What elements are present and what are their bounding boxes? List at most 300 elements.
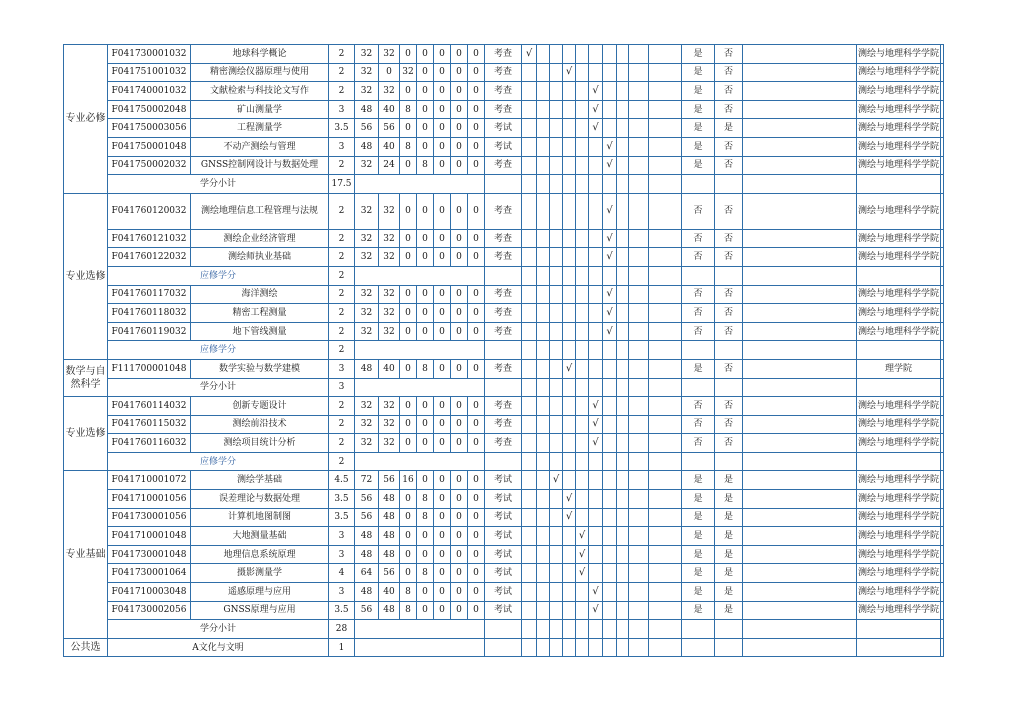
- blank-cell: [743, 193, 857, 229]
- course-hours: 32: [355, 304, 379, 323]
- school-name: 测绘与地理科学学院: [857, 564, 941, 583]
- course-hours: 0: [468, 397, 485, 416]
- course-hours: 0: [434, 397, 451, 416]
- blank-cell: [649, 322, 682, 341]
- blank-cell: [649, 82, 682, 101]
- course-hours: 0: [451, 508, 468, 527]
- blank-cell: [485, 452, 522, 471]
- exam-type: 考查: [485, 100, 522, 119]
- subtotal-value: 1: [329, 638, 355, 657]
- blank-cell: [743, 322, 857, 341]
- course-hours: 48: [355, 100, 379, 119]
- semester-mark: [522, 490, 537, 509]
- blank-cell: [649, 452, 682, 471]
- semester-mark: [550, 45, 563, 64]
- blank-cell: [743, 45, 857, 64]
- table-row: [64, 527, 944, 546]
- course-hours: 32: [400, 63, 417, 82]
- course-hours: 48: [355, 137, 379, 156]
- exam-type: 考查: [485, 304, 522, 323]
- subtotal-label: 学分小计: [108, 175, 329, 194]
- course-name: 测绘项目统计分析: [191, 434, 329, 453]
- course-hours: 72: [355, 471, 379, 490]
- semester-mark: [629, 564, 649, 583]
- core-flag: 否: [682, 434, 715, 453]
- blank-cell: [941, 156, 944, 175]
- semester-mark: [629, 508, 649, 527]
- course-credit: 2: [329, 229, 355, 248]
- blank-cell: [485, 378, 522, 397]
- school-name: 测绘与地理科学学院: [857, 63, 941, 82]
- table-row: [64, 193, 944, 229]
- semester-mark: [617, 322, 629, 341]
- course-credit: 2: [329, 248, 355, 267]
- course-hours: 0: [451, 100, 468, 119]
- semester-mark: [550, 527, 563, 546]
- course-code: F041750001048: [108, 137, 191, 156]
- table-row: [64, 434, 944, 453]
- course-credit: 3.5: [329, 601, 355, 620]
- course-hours: 32: [379, 322, 400, 341]
- semester-mark: [617, 359, 629, 378]
- blank-cell: [743, 175, 857, 194]
- semester-mark: [537, 82, 550, 101]
- semester-mark: [563, 397, 576, 416]
- course-name: 矿山测量学: [191, 100, 329, 119]
- blank-cell: [941, 45, 944, 64]
- semester-mark: [537, 45, 550, 64]
- degree-flag: 否: [715, 415, 743, 434]
- semester-mark: [589, 285, 603, 304]
- semester-mark: [563, 82, 576, 101]
- course-hours: 0: [451, 229, 468, 248]
- semester-mark: [563, 119, 576, 138]
- blank-cell: [743, 100, 857, 119]
- blank-cell: [522, 266, 537, 285]
- course-hours: 0: [400, 415, 417, 434]
- core-flag: 是: [682, 82, 715, 101]
- table-row: [64, 415, 944, 434]
- semester-mark: [576, 63, 589, 82]
- blank-cell: [629, 341, 649, 360]
- blank-cell: [550, 378, 563, 397]
- blank-cell: [941, 266, 944, 285]
- course-credit: 2: [329, 434, 355, 453]
- semester-mark: [522, 137, 537, 156]
- course-hours: 0: [417, 100, 434, 119]
- semester-mark: √: [589, 583, 603, 602]
- semester-mark: [550, 119, 563, 138]
- semester-mark: [522, 545, 537, 564]
- blank-cell: [649, 175, 682, 194]
- course-hours: 0: [434, 545, 451, 564]
- blank-cell: [941, 452, 944, 471]
- blank-cell: [485, 620, 522, 639]
- blank-cell: [617, 620, 629, 639]
- semester-mark: √: [563, 359, 576, 378]
- course-hours: 32: [355, 322, 379, 341]
- course-hours: 0: [417, 601, 434, 620]
- course-credit: 3: [329, 359, 355, 378]
- course-name: 测绘企业经济管理: [191, 229, 329, 248]
- course-hours: 0: [400, 229, 417, 248]
- semester-mark: [522, 248, 537, 267]
- semester-mark: [629, 229, 649, 248]
- semester-mark: [603, 545, 617, 564]
- semester-mark: [563, 229, 576, 248]
- school-name: 测绘与地理科学学院: [857, 137, 941, 156]
- course-hours: 0: [417, 63, 434, 82]
- course-hours: 0: [400, 508, 417, 527]
- course-hours: 0: [451, 434, 468, 453]
- blank-cell: [603, 175, 617, 194]
- semester-mark: [537, 193, 550, 229]
- course-hours: 0: [434, 415, 451, 434]
- exam-type: 考查: [485, 156, 522, 175]
- course-hours: 0: [417, 82, 434, 101]
- degree-flag: 否: [715, 63, 743, 82]
- blank-cell: [589, 452, 603, 471]
- course-hours: 0: [417, 119, 434, 138]
- semester-mark: [537, 527, 550, 546]
- course-name: 误差理论与数据处理: [191, 490, 329, 509]
- semester-mark: √: [589, 397, 603, 416]
- blank-cell: [715, 341, 743, 360]
- exam-type: 考查: [485, 434, 522, 453]
- course-hours: 32: [379, 285, 400, 304]
- blank-cell: [649, 100, 682, 119]
- course-hours: 0: [451, 193, 468, 229]
- course-hours: 0: [451, 248, 468, 267]
- course-code: F041760117032: [108, 285, 191, 304]
- blank-cell: [649, 638, 682, 657]
- course-code: F041760118032: [108, 304, 191, 323]
- course-hours: 0: [451, 137, 468, 156]
- course-name: 文献检索与科技论文写作: [191, 82, 329, 101]
- semester-mark: [522, 508, 537, 527]
- semester-mark: [576, 45, 589, 64]
- semester-mark: [603, 397, 617, 416]
- course-hours: 0: [468, 490, 485, 509]
- course-hours: 56: [355, 508, 379, 527]
- blank-cell: [743, 415, 857, 434]
- blank-cell: [743, 229, 857, 248]
- semester-mark: [603, 434, 617, 453]
- blank-span: [355, 452, 485, 471]
- blank-cell: [743, 285, 857, 304]
- course-hours: 48: [379, 601, 400, 620]
- subtotal-row: [64, 378, 944, 397]
- semester-mark: [629, 490, 649, 509]
- course-hours: 0: [417, 137, 434, 156]
- semester-mark: [522, 415, 537, 434]
- course-name: 大地测量基础: [191, 527, 329, 546]
- course-code: F041730002056: [108, 601, 191, 620]
- semester-mark: [522, 229, 537, 248]
- semester-mark: [603, 82, 617, 101]
- course-hours: 0: [451, 415, 468, 434]
- semester-mark: [563, 248, 576, 267]
- blank-cell: [941, 378, 944, 397]
- blank-cell: [649, 508, 682, 527]
- blank-cell: [649, 564, 682, 583]
- school-name: 测绘与地理科学学院: [857, 119, 941, 138]
- course-hours: 0: [451, 397, 468, 416]
- semester-mark: [617, 285, 629, 304]
- course-hours: 0: [400, 397, 417, 416]
- blank-cell: [649, 490, 682, 509]
- course-hours: 0: [434, 508, 451, 527]
- table-row: [64, 137, 944, 156]
- table-row: [64, 322, 944, 341]
- course-hours: 0: [434, 527, 451, 546]
- blank-cell: [715, 266, 743, 285]
- blank-cell: [941, 82, 944, 101]
- semester-mark: √: [589, 434, 603, 453]
- semester-mark: [537, 545, 550, 564]
- semester-mark: [537, 564, 550, 583]
- blank-cell: [576, 266, 589, 285]
- semester-mark: [522, 564, 537, 583]
- course-hours: 32: [355, 434, 379, 453]
- blank-cell: [649, 601, 682, 620]
- course-credit: 2: [329, 322, 355, 341]
- semester-mark: [617, 100, 629, 119]
- core-flag: 是: [682, 471, 715, 490]
- course-hours: 0: [468, 229, 485, 248]
- course-hours: 0: [468, 583, 485, 602]
- blank-cell: [941, 229, 944, 248]
- course-credit: 2: [329, 304, 355, 323]
- subtotal-value: 3: [329, 378, 355, 397]
- semester-mark: √: [603, 248, 617, 267]
- semester-mark: [550, 415, 563, 434]
- blank-cell: [857, 378, 941, 397]
- school-name: 测绘与地理科学学院: [857, 100, 941, 119]
- blank-cell: [941, 545, 944, 564]
- blank-cell: [629, 638, 649, 657]
- blank-cell: [603, 620, 617, 639]
- semester-mark: [617, 156, 629, 175]
- semester-mark: [629, 63, 649, 82]
- course-name: GNSS控制网设计与数据处理: [191, 156, 329, 175]
- course-credit: 2: [329, 285, 355, 304]
- school-name: 测绘与地理科学学院: [857, 508, 941, 527]
- semester-mark: [563, 601, 576, 620]
- core-flag: 否: [682, 322, 715, 341]
- course-hours: 32: [379, 45, 400, 64]
- semester-mark: [589, 304, 603, 323]
- semester-mark: [629, 156, 649, 175]
- semester-mark: [563, 415, 576, 434]
- semester-mark: [603, 100, 617, 119]
- table-row: [64, 471, 944, 490]
- semester-mark: [522, 527, 537, 546]
- blank-cell: [522, 638, 537, 657]
- blank-cell: [941, 397, 944, 416]
- table-row: [64, 545, 944, 564]
- table-row: [64, 304, 944, 323]
- semester-mark: [537, 229, 550, 248]
- blank-cell: [941, 601, 944, 620]
- course-code: F041750003056: [108, 119, 191, 138]
- semester-mark: √: [576, 564, 589, 583]
- blank-cell: [743, 341, 857, 360]
- blank-cell: [649, 378, 682, 397]
- subtotal-label: 应修学分: [108, 341, 329, 360]
- semester-mark: [522, 583, 537, 602]
- blank-cell: [743, 638, 857, 657]
- course-hours: 32: [355, 156, 379, 175]
- blank-cell: [941, 137, 944, 156]
- subtotal-row: [64, 266, 944, 285]
- table-row: [64, 45, 944, 64]
- semester-mark: [550, 156, 563, 175]
- course-hours: 0: [400, 434, 417, 453]
- subtotal-label: 应修学分: [108, 266, 329, 285]
- subtotal-value: 2: [329, 341, 355, 360]
- course-hours: 0: [434, 100, 451, 119]
- blank-cell: [857, 620, 941, 639]
- course-code: F041710001048: [108, 527, 191, 546]
- semester-mark: [603, 527, 617, 546]
- semester-mark: [550, 359, 563, 378]
- course-hours: 32: [379, 434, 400, 453]
- blank-cell: [617, 378, 629, 397]
- core-flag: 是: [682, 527, 715, 546]
- course-hours: 0: [468, 322, 485, 341]
- school-name: 测绘与地理科学学院: [857, 397, 941, 416]
- exam-type: 考试: [485, 545, 522, 564]
- subtotal-value: 17.5: [329, 175, 355, 194]
- course-hours: 0: [468, 359, 485, 378]
- blank-cell: [743, 304, 857, 323]
- subtotal-row: [64, 638, 944, 657]
- exam-type: 考查: [485, 248, 522, 267]
- semester-mark: [537, 248, 550, 267]
- course-hours: 48: [379, 508, 400, 527]
- blank-cell: [743, 601, 857, 620]
- semester-mark: [603, 564, 617, 583]
- semester-mark: [522, 156, 537, 175]
- core-flag: 否: [682, 304, 715, 323]
- semester-mark: √: [589, 415, 603, 434]
- course-code: F041710001072: [108, 471, 191, 490]
- blank-cell: [649, 304, 682, 323]
- blank-cell: [941, 415, 944, 434]
- blank-cell: [563, 452, 576, 471]
- degree-flag: 是: [715, 508, 743, 527]
- semester-mark: √: [603, 156, 617, 175]
- degree-flag: 否: [715, 82, 743, 101]
- course-hours: 0: [417, 322, 434, 341]
- blank-cell: [682, 620, 715, 639]
- core-flag: 是: [682, 137, 715, 156]
- course-hours: 0: [434, 137, 451, 156]
- semester-mark: [550, 583, 563, 602]
- semester-mark: [617, 564, 629, 583]
- blank-cell: [715, 452, 743, 471]
- course-hours: 0: [451, 322, 468, 341]
- course-credit: 2: [329, 156, 355, 175]
- blank-cell: [649, 119, 682, 138]
- course-credit: 4.5: [329, 471, 355, 490]
- course-hours: 0: [468, 545, 485, 564]
- semester-mark: [537, 119, 550, 138]
- course-hours: 0: [379, 63, 400, 82]
- core-flag: 否: [682, 229, 715, 248]
- course-hours: 0: [468, 156, 485, 175]
- blank-cell: [743, 156, 857, 175]
- table-row: [64, 63, 944, 82]
- blank-cell: [485, 266, 522, 285]
- core-flag: 是: [682, 156, 715, 175]
- school-name: 测绘与地理科学学院: [857, 434, 941, 453]
- blank-cell: [537, 341, 550, 360]
- core-flag: 否: [682, 193, 715, 229]
- category-label: 专业选修: [64, 397, 108, 471]
- blank-cell: [649, 229, 682, 248]
- semester-mark: [589, 137, 603, 156]
- course-hours: 0: [451, 601, 468, 620]
- course-hours: 8: [400, 100, 417, 119]
- blank-cell: [617, 175, 629, 194]
- school-name: 测绘与地理科学学院: [857, 415, 941, 434]
- table-row: [64, 248, 944, 267]
- semester-mark: [576, 156, 589, 175]
- course-rows: [64, 45, 944, 657]
- course-name: 数学实验与数学建模: [191, 359, 329, 378]
- semester-mark: [629, 82, 649, 101]
- category-label: 公共选: [64, 638, 108, 657]
- semester-mark: [576, 434, 589, 453]
- semester-mark: √: [576, 527, 589, 546]
- course-hours: 48: [355, 359, 379, 378]
- semester-mark: [617, 193, 629, 229]
- course-code: F041730001032: [108, 45, 191, 64]
- semester-mark: [537, 601, 550, 620]
- semester-mark: [563, 545, 576, 564]
- course-hours: 56: [379, 471, 400, 490]
- course-hours: 40: [379, 100, 400, 119]
- semester-mark: [617, 137, 629, 156]
- course-hours: 32: [355, 82, 379, 101]
- semester-mark: [589, 229, 603, 248]
- exam-type: 考查: [485, 45, 522, 64]
- exam-type: 考查: [485, 415, 522, 434]
- core-flag: 是: [682, 583, 715, 602]
- degree-flag: 否: [715, 193, 743, 229]
- course-name: 地球科学概论: [191, 45, 329, 64]
- course-hours: 32: [355, 229, 379, 248]
- semester-mark: [629, 583, 649, 602]
- blank-cell: [629, 266, 649, 285]
- semester-mark: [537, 415, 550, 434]
- blank-cell: [563, 341, 576, 360]
- semester-mark: [617, 45, 629, 64]
- blank-cell: [743, 471, 857, 490]
- semester-mark: √: [563, 490, 576, 509]
- course-hours: 8: [417, 156, 434, 175]
- semester-mark: [563, 45, 576, 64]
- course-hours: 0: [451, 527, 468, 546]
- course-code: F041750002032: [108, 156, 191, 175]
- semester-mark: [522, 119, 537, 138]
- blank-span: [355, 378, 485, 397]
- semester-mark: [522, 100, 537, 119]
- blank-cell: [857, 341, 941, 360]
- course-hours: 0: [434, 304, 451, 323]
